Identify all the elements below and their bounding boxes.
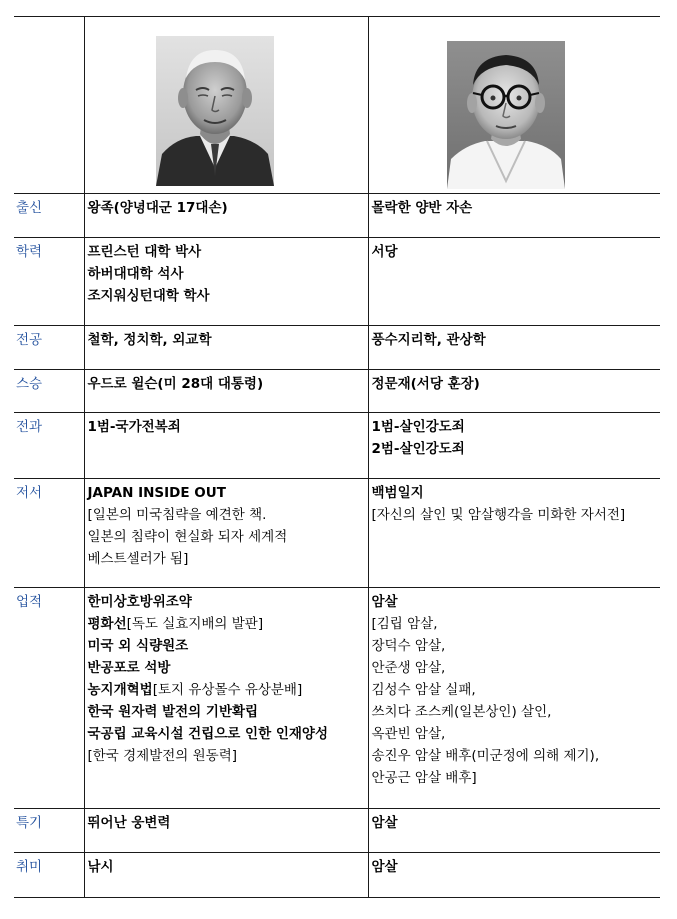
cell-line [88, 856, 365, 878]
bold-text: 1범-국가전복죄 [87, 419, 181, 435]
cell-line [88, 812, 365, 834]
row-label: 학력 [14, 238, 84, 326]
cell-line [372, 745, 658, 767]
left-person-cell [84, 194, 368, 238]
portrait-left-photo [156, 36, 274, 186]
cell-line [372, 701, 658, 723]
right-person-cell [368, 853, 660, 898]
row-label: 취미 [14, 853, 84, 898]
cell-line [88, 482, 365, 504]
right-person-cell [368, 238, 660, 326]
right-person-cell [368, 194, 660, 238]
cell-line [372, 329, 658, 351]
cell-line [88, 745, 365, 767]
bold-text: 농지개혁법 [87, 682, 153, 698]
plain-text: 쓰치다 조스케(일본상인) 살인, [371, 704, 552, 720]
left-person-cell [84, 479, 368, 588]
right-person-cell [368, 326, 660, 370]
plain-text: 장덕수 암살, [371, 638, 446, 654]
plain-text: 안준생 암살, [371, 660, 446, 676]
plain-text: [토지 유상몰수 유상분배] [152, 682, 303, 698]
left-person-cell [84, 413, 368, 479]
cell-line [372, 767, 658, 789]
bold-text: 낚시 [87, 859, 114, 875]
bold-text: 풍수지리학, 관상학 [371, 332, 486, 348]
row-label: 전과 [14, 413, 84, 479]
bold-text: 반공포로 석방 [87, 660, 171, 676]
cell-line [372, 241, 658, 263]
cell-line [372, 482, 658, 504]
right-person-cell [368, 413, 660, 479]
left-person-cell [84, 809, 368, 853]
cell-line [88, 723, 365, 745]
cell-line [372, 591, 658, 613]
cell-line [88, 679, 365, 701]
bold-text: 철학, 정치학, 외교학 [87, 332, 212, 348]
row-specialty [14, 809, 660, 853]
bold-text: 1범-살인강도죄 [371, 419, 465, 435]
row-publication [14, 479, 660, 588]
plain-text: 일본의 침략이 현실화 되자 세계적 [87, 529, 288, 545]
row-label: 출신 [14, 194, 84, 238]
plain-text: [한국 경제발전의 원동력] [87, 748, 238, 764]
comparison-table [14, 16, 660, 898]
bold-text: 암살 [371, 859, 398, 875]
cell-line [88, 197, 365, 219]
plain-text: [자신의 살인 및 암살행각을 미화한 자서전] [371, 507, 626, 523]
bold-text: 암살 [371, 815, 398, 831]
cell-line [88, 635, 365, 657]
cell-line [88, 613, 365, 635]
cell-line [88, 701, 365, 723]
row-mentor [14, 370, 660, 413]
plain-text: 베스트셀러가 됨] [87, 551, 189, 567]
left-person-cell [84, 370, 368, 413]
portrait-right-cell [368, 17, 660, 194]
plain-text: [일본의 미국침략을 예견한 책. [87, 507, 267, 523]
bold-text: 정문재(서당 훈장) [371, 376, 480, 392]
cell-line [88, 241, 365, 263]
bold-text: JAPAN INSIDE OUT [87, 485, 226, 501]
cell-line [372, 197, 658, 219]
cell-line [88, 591, 365, 613]
row-label: 업적 [14, 588, 84, 809]
bold-text: 암살 [371, 594, 398, 610]
left-person-cell [84, 326, 368, 370]
row-hobby [14, 853, 660, 898]
right-person-cell [368, 588, 660, 809]
cell-line [88, 657, 365, 679]
row-origin [14, 194, 660, 238]
row-major [14, 326, 660, 370]
cell-line [88, 285, 365, 307]
cell-line [88, 373, 365, 395]
right-person-cell [368, 479, 660, 588]
plain-text: 옥관빈 암살, [371, 726, 446, 742]
right-person-cell [368, 370, 660, 413]
cell-line [88, 329, 365, 351]
bold-text: 평화선 [87, 616, 127, 632]
row-label: 특기 [14, 809, 84, 853]
bold-text: 서당 [371, 244, 398, 260]
row-criminal-record [14, 413, 660, 479]
bold-text: 우드로 윌슨(미 28대 대통령) [87, 376, 264, 392]
cell-line [372, 416, 658, 438]
cell-line [372, 723, 658, 745]
bold-text: 국공립 교육시설 건립으로 인한 인재양성 [87, 726, 328, 742]
right-person-cell [368, 809, 660, 853]
bold-text: 왕족(양녕대군 17대손) [87, 200, 228, 216]
plain-text: 김성수 암살 실패, [371, 682, 476, 698]
cell-line [372, 438, 658, 460]
bold-text: 백범일지 [371, 485, 424, 501]
row-education [14, 238, 660, 326]
comparison-table-body [14, 17, 660, 898]
cell-line [372, 856, 658, 878]
left-person-cell [84, 853, 368, 898]
row-achievements [14, 588, 660, 809]
row-label: 스승 [14, 370, 84, 413]
bold-text: 2범-살인강도죄 [371, 441, 465, 457]
portrait-left-cell [84, 17, 368, 194]
bold-text: 미국 외 식량원조 [87, 638, 189, 654]
cell-line [372, 504, 658, 526]
row-label: 저서 [14, 479, 84, 588]
cell-line [88, 504, 365, 526]
cell-line [372, 373, 658, 395]
plain-text: 송진우 암살 배후(미군정에 의해 제기), [371, 748, 600, 764]
plain-text: 안공근 암살 배후] [371, 770, 477, 786]
portrait-right-photo [447, 41, 565, 189]
plain-text: [김립 암살, [371, 616, 438, 632]
cell-line [88, 263, 365, 285]
bold-text: 몰락한 양반 자손 [371, 200, 473, 216]
bold-text: 하버대대학 석사 [87, 266, 184, 282]
cell-line [88, 548, 365, 570]
cell-line [372, 812, 658, 834]
bold-text: 프린스턴 대학 박사 [87, 244, 202, 260]
cell-line [372, 657, 658, 679]
cell-line [372, 679, 658, 701]
cell-line [372, 613, 658, 635]
left-person-cell [84, 588, 368, 809]
cell-line [88, 526, 365, 548]
bold-text: 조지워싱턴대학 학사 [87, 288, 210, 304]
portrait-row-label-cell [14, 17, 84, 194]
bold-text: 뛰어난 웅변력 [87, 815, 171, 831]
portrait-row [14, 17, 660, 194]
plain-text: [독도 실효지배의 발판] [126, 616, 264, 632]
left-person-cell [84, 238, 368, 326]
bold-text: 한국 원자력 발전의 기반확립 [87, 704, 259, 720]
bold-text: 한미상호방위조약 [87, 594, 192, 610]
row-label: 전공 [14, 326, 84, 370]
cell-line [372, 635, 658, 657]
cell-line [88, 416, 365, 438]
